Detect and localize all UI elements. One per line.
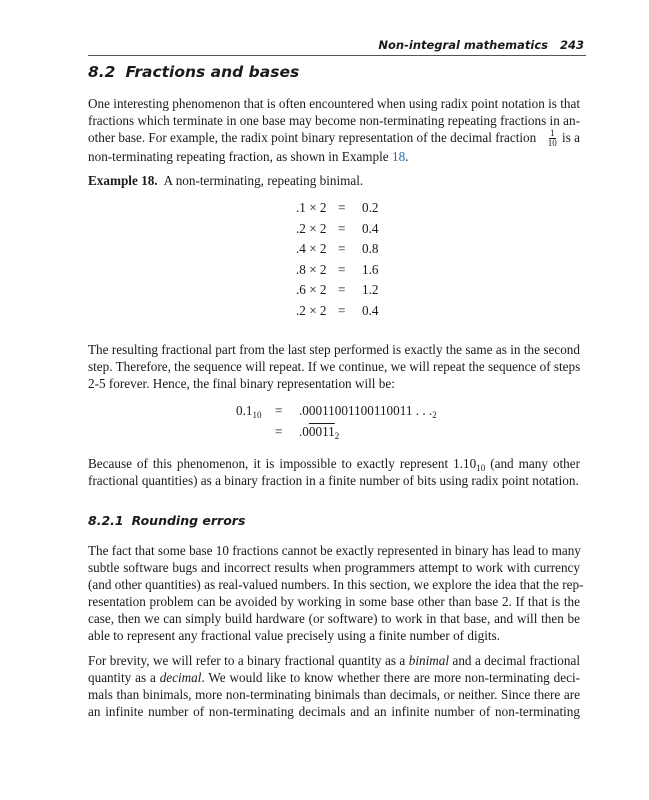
equation-lhs xyxy=(236,403,261,419)
step-rhs: 0.2 xyxy=(362,200,379,215)
step-lhs: .1 × 2 xyxy=(296,200,327,215)
section-title: Fractions and bases xyxy=(125,63,300,81)
rounding-line: subtle software bugs and incorrect results when programmers attempt to work with currency xyxy=(88,560,580,575)
subsection-title: Rounding errors xyxy=(131,513,246,528)
equation-equals-2: = xyxy=(275,424,283,439)
after-steps-line-3: 2-5 forever. Hence, the final binary representation will be: xyxy=(88,376,395,391)
expanded-binary-base: 2 xyxy=(432,410,437,420)
equation-rhs-expanded xyxy=(299,403,437,419)
step-lhs: .6 × 2 xyxy=(296,282,327,298)
fraction-denominator: 10 xyxy=(547,138,557,149)
after-steps-line-2: step. Therefore, the sequence will repeat. If we continue, we will repeat the sequence of steps xyxy=(88,359,581,374)
brevity-line-3: mals than binimals, more non-terminating binimals than decimals, or neither. Since there are xyxy=(88,687,580,702)
intro-line-4b: . xyxy=(405,149,409,165)
step-lhs: .8 × 2 xyxy=(296,261,327,277)
example-label: Example 18. xyxy=(88,173,158,188)
intro-line-4 xyxy=(88,148,580,165)
conclusion-paragraph xyxy=(88,455,580,489)
brevity-line-1 xyxy=(88,652,580,669)
brevity-text: For brevity, we will refer to a binary fractional quantity as a xyxy=(88,653,409,668)
fraction-one-tenth xyxy=(546,129,580,148)
running-head xyxy=(88,38,586,56)
term-decimal: decimal xyxy=(159,670,202,685)
repeating-overline-digits: 0011 xyxy=(308,424,335,439)
running-head-title: Non-integral mathematics xyxy=(378,38,548,52)
step-equals: = xyxy=(338,282,346,298)
example-caption xyxy=(88,172,580,189)
rounding-line: able to represent any fractional value precisely using a finite number of digits. xyxy=(88,628,500,643)
conclusion-line-1 xyxy=(88,455,580,472)
equation-equals: = xyxy=(275,403,283,418)
step-equals: = xyxy=(338,241,346,257)
intro-line-2: fractions which terminate in one base may become non-terminating repeating fractions in an- xyxy=(88,113,580,128)
equation-lhs-base: 10 xyxy=(252,410,262,420)
step-lhs: .4 × 2 xyxy=(296,241,327,257)
repeating-base: 2 xyxy=(334,431,340,441)
brevity-line-4: an infinite number of non-terminating decimals and an infinite number of non-terminating xyxy=(88,704,580,719)
intro-line-3b: is a xyxy=(562,130,580,145)
conclusion-base-subscript: 10 xyxy=(476,463,486,473)
brevity-text: quantity as a xyxy=(88,670,160,685)
example-reference-link[interactable]: 18 xyxy=(391,149,406,165)
equation-rhs-repeating xyxy=(299,424,339,440)
step-equals: = xyxy=(338,261,346,277)
page-number: 243 xyxy=(559,38,584,52)
equation-lhs-value: 0.1 xyxy=(236,403,253,418)
rounding-line: (and other quantities) as real-valued numbers. In this section, we explore the idea that the rep- xyxy=(88,577,584,592)
expanded-binary-value: .00011001100110011 . . . xyxy=(299,403,433,418)
step-lhs: .2 × 2 xyxy=(296,302,327,318)
intro-line-3 xyxy=(88,129,580,148)
intro-paragraph xyxy=(88,95,580,165)
brevity-text: . We would like to know whether there are more non-terminating deci- xyxy=(201,670,581,685)
rounding-line: case, then we can simply build hardware (or software) to work in that base, and will then be xyxy=(88,611,580,626)
brevity-paragraph xyxy=(88,652,580,720)
step-equals: = xyxy=(338,220,346,236)
conclusion-line-1a: Because of this phenomenon, it is impossible to exactly represent 1.10 xyxy=(88,456,477,471)
step-rhs: 0.4 xyxy=(362,220,379,236)
step-rhs: 1.6 xyxy=(362,261,379,277)
step-rhs: 0.4 xyxy=(362,302,379,318)
section-heading xyxy=(88,63,299,81)
rounding-line: The fact that some base 10 fractions cannot be exactly represented in binary has lead to many xyxy=(88,543,581,558)
step-equals: = xyxy=(338,200,346,215)
after-steps-line-1: The resulting fractional part from the last step performed is exactly the same as in the second xyxy=(88,342,580,357)
brevity-line-2 xyxy=(88,669,580,686)
step-rhs: 1.2 xyxy=(362,282,379,298)
rounding-paragraph xyxy=(88,542,584,644)
term-binimal: binimal xyxy=(408,653,450,668)
repeating-prefix: .0 xyxy=(299,424,309,439)
step-equals: = xyxy=(338,302,346,318)
section-number: 8.2 xyxy=(88,63,116,81)
subsection-heading xyxy=(88,513,245,528)
example-text: A non-terminating, repeating binimal. xyxy=(163,173,364,188)
rounding-line: resentation problem can be avoided by working in some base other than base 2. If that is the xyxy=(88,594,580,609)
intro-line-1: One interesting phenomenon that is often encountered when using radix point notation is that xyxy=(88,96,580,111)
subsection-number: 8.2.1 xyxy=(88,513,124,528)
brevity-text: and a decimal fractional xyxy=(449,653,580,668)
step-rhs: 0.8 xyxy=(362,241,379,257)
fraction-numerator: 1 xyxy=(550,128,555,139)
intro-line-4a: non-terminating repeating fraction, as shown in Example xyxy=(88,149,389,165)
conclusion-line-2: fractional quantities) as a binary fraction in a finite number of bits using radix point notation. xyxy=(88,473,579,488)
conclusion-line-1b: (and many other xyxy=(485,456,581,471)
step-lhs: .2 × 2 xyxy=(296,220,327,236)
intro-line-3a: other base. For example, the radix point binary representation of the decimal fraction xyxy=(88,130,537,145)
after-steps-paragraph xyxy=(88,341,580,392)
